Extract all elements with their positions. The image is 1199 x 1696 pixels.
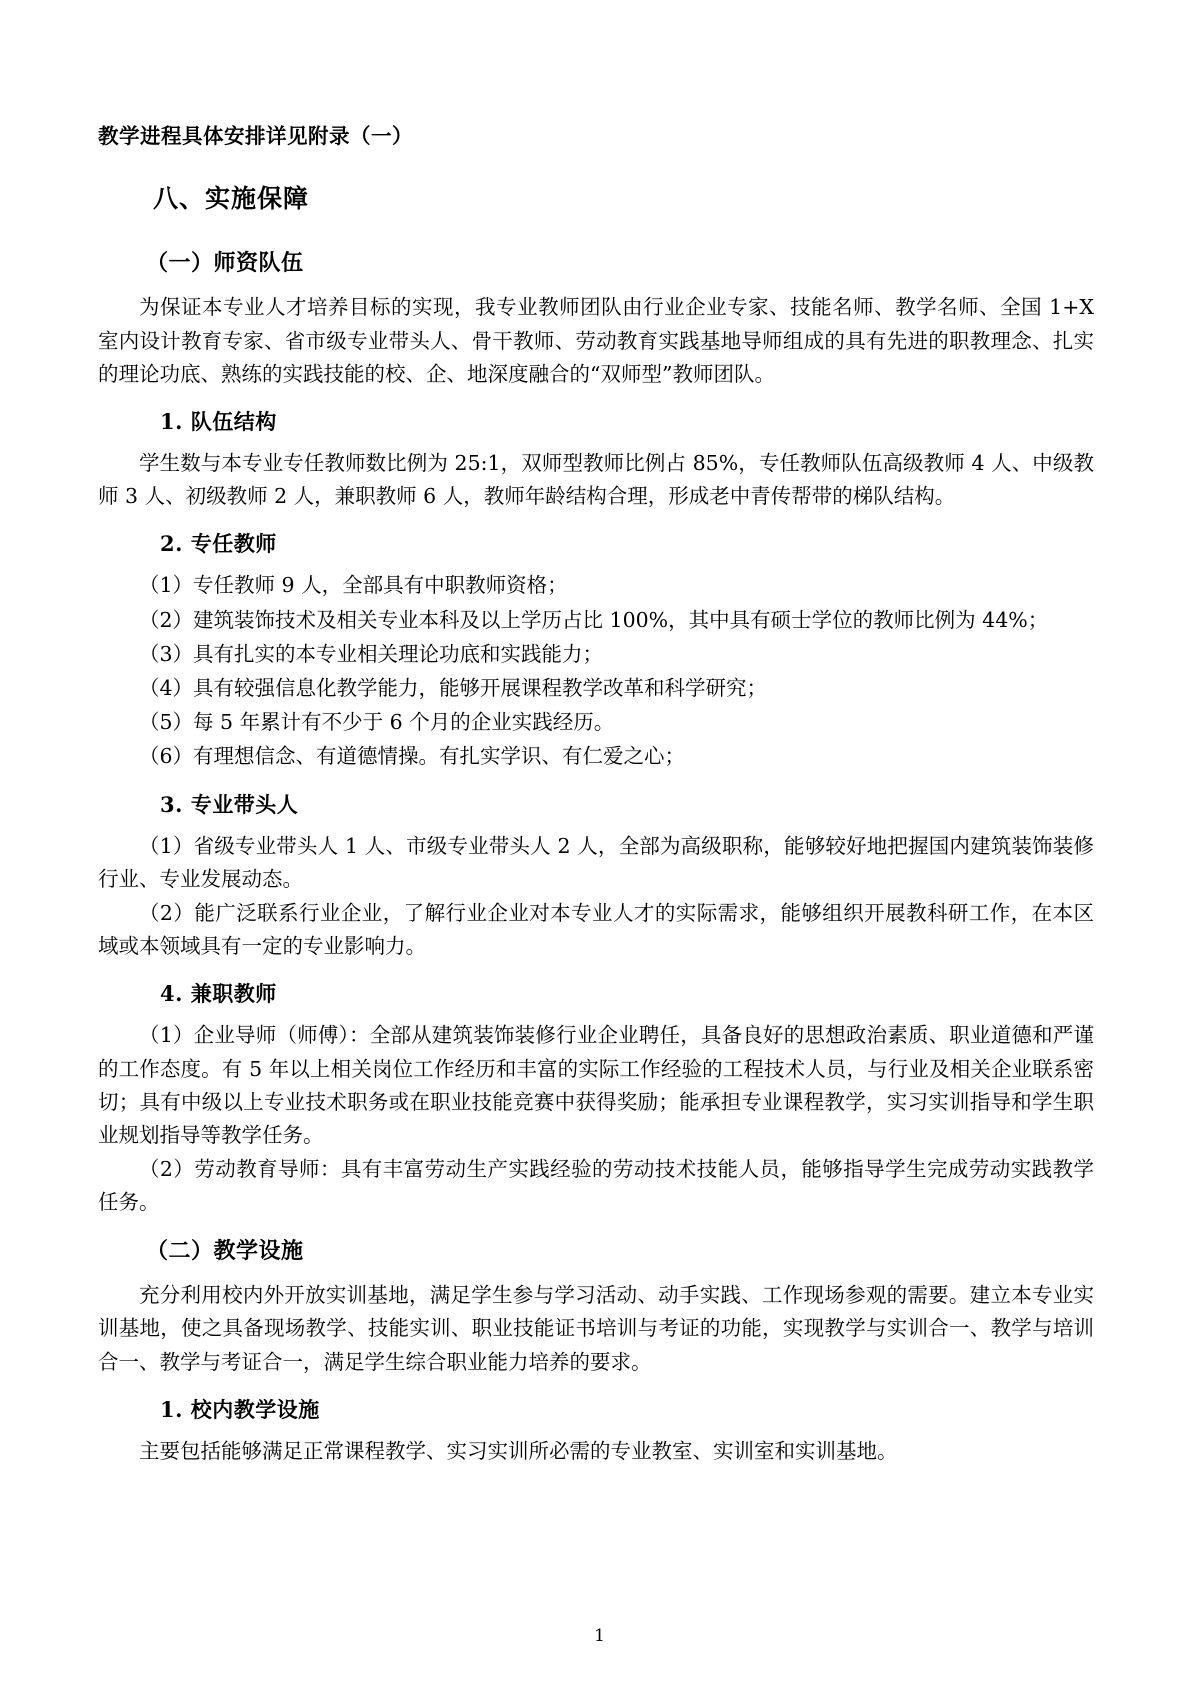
item-title-professional-leader: 3. 专业带头人 <box>160 791 299 817</box>
paragraph-leader-1: （1）省级专业带头人 1 人、市级专业带头人 2 人，全部为高级职称，能够较好地把握国内建筑装饰装修行业、专业发展动态。 <box>98 833 1094 891</box>
paragraph-team-structure-1: 学生数与本专业专任教师数比例为 25:1，双师型教师比例占 85%，专任教师队伍高级教师 4 人、中级教师 3 人、初级教师 2 人，兼职教师 6 人，教师年龄结构合理，形成老中青传帮带的梯队结构。 <box>98 450 1094 509</box>
subsection-title-teaching-facilities: （二）教学设施 <box>146 1237 304 1264</box>
paragraph-full-time-3: （3）具有扎实的本专业相关理论功底和实践能力； <box>139 641 604 666</box>
item-title-team-structure: 1. 队伍结构 <box>160 408 277 434</box>
paragraph-full-time-2: （2）建筑装饰技术及相关专业本科及以上学历占比 100%，其中具有硕士学位的教师比例为 44%； <box>139 607 1049 632</box>
paragraph-facilities-intro: 充分利用校内外开放实训基地，满足学生参与学习活动、动手实践、工作现场参观的需要。建立本专业实训基地，使之具备现场教学、技能实训、职业技能证书培训与考证的功能，实现教学与实训合一、教学与培训合一、教学与考证合一，满足学生综合职业能力培养的要求。 <box>98 1283 1094 1374</box>
document-body <box>98 120 1094 1468</box>
paragraph-full-time-4: （4）具有较强信息化教学能力，能够开展课程教学改革和科学研究； <box>139 675 768 700</box>
paragraph-staff-intro: 为保证本专业人才培养目标的实现，我专业教师团队由行业企业专家、技能名师、教学名师、全国 1+X 室内设计教育专家、省市级专业带头人、骨干教师、劳动教育实践基地导师组成的具有先进的职教理念、扎实的理论功底、熟练的实践技能的校、企、地深度融合的“双师型”教师团队。 <box>98 295 1094 386</box>
paragraph-part-time-1: （1）企业导师（师傅）：全部从建筑装饰装修行业企业聘任，具备良好的思想政治素质、职业道德和严谨的工作态度。有 5 年以上相关岗位工作经历和丰富的实际工作经验的工程技术人员，与行业及相关企业联系密切；具有中级以上专业技术职务或在职业技能竞赛中获得奖励；能承担专业课程教学，实习实训指导和学生职业规划指导等教学任务。 <box>98 1023 1094 1148</box>
header-note: 教学进程具体安排详见附录（一） <box>98 124 413 148</box>
item-title-full-time-teachers: 2. 专任教师 <box>160 531 277 557</box>
item-title-campus-facilities: 1. 校内教学设施 <box>160 1396 320 1422</box>
subsection-title-teaching-staff: （一）师资队伍 <box>146 249 304 276</box>
paragraph-full-time-1: （1）专任教师 9 人，全部具有中职教师资格； <box>139 573 568 598</box>
paragraph-campus-facilities-1: 主要包括能够满足正常课程教学、实习实训所必需的专业教室、实训室和实训基地。 <box>139 1438 898 1463</box>
page-number: 1 <box>594 1626 605 1646</box>
paragraph-leader-2: （2）能广泛联系行业企业，了解行业企业对本专业人才的实际需求，能够组织开展教科研工作，在本区域或本领域具有一定的专业影响力。 <box>98 901 1094 959</box>
paragraph-full-time-6: （6）有理想信念、有道德情操。有扎实学识、有仁爱之心； <box>139 744 686 769</box>
item-title-part-time-teachers: 4. 兼职教师 <box>160 981 277 1007</box>
paragraph-part-time-2: （2）劳动教育导师：具有丰富劳动生产实践经验的劳动技术技能人员，能够指导学生完成劳动实践教学任务。 <box>98 1157 1094 1215</box>
page-title: 八、实施保障 <box>153 184 310 214</box>
paragraph-full-time-5: （5）每 5 年累计有不少于 6 个月的企业实践经历。 <box>139 710 615 735</box>
